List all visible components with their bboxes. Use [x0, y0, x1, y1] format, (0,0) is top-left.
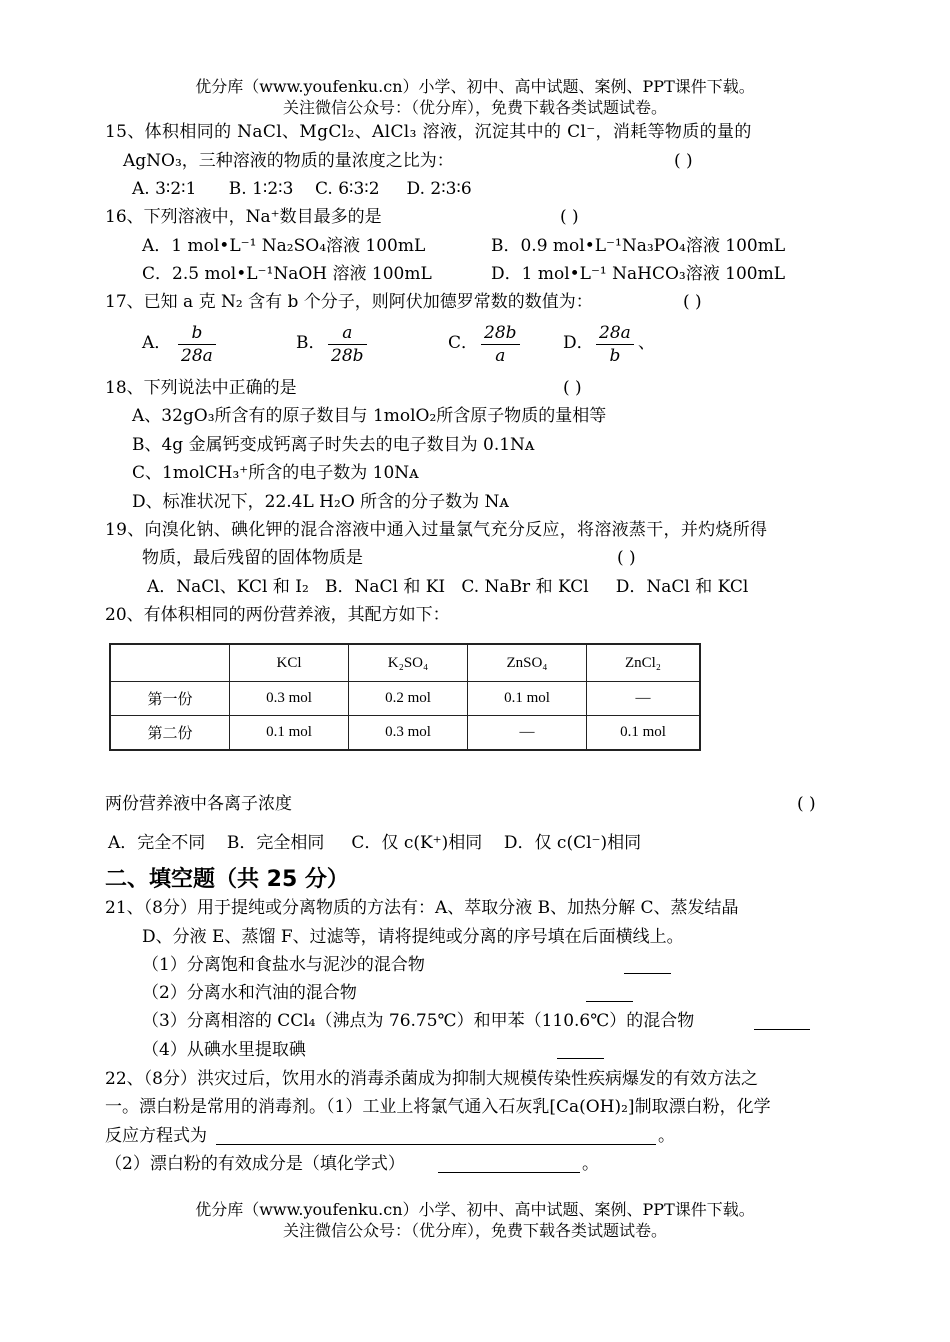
q20-answer-paren: ( ) [797, 794, 816, 814]
q17-d-numerator: 28a [596, 322, 634, 345]
q17-option-b-fraction [328, 322, 367, 367]
q21-subq-2: （2）分离水和汽油的混合物 [142, 983, 357, 1003]
table-cell: 0.3 mol [349, 716, 468, 751]
q17-b-denominator: 28b [331, 346, 364, 366]
q16-answer-paren: ( ) [560, 207, 579, 227]
q17-option-d-label: D． [563, 333, 594, 353]
q17-c-numerator: 28b [481, 322, 520, 345]
nutrient-table [109, 643, 701, 751]
q17-option-a-fraction [178, 322, 216, 367]
q17-option-a-label: A． [142, 333, 172, 353]
q18-option-d: D、标准状况下，22.4L H₂O 所含的分子数为 Nᴀ [132, 492, 510, 512]
table-header-cell: K₂SO₄ [349, 644, 468, 682]
table-cell: — [468, 716, 587, 751]
q16-option-b: B．0.9 mol•L⁻¹Na₃PO₄溶液 100mL [491, 236, 786, 256]
q18-stem: 18、下列说法中正确的是 [105, 378, 297, 398]
table-cell: 0.1 mol [587, 716, 701, 751]
table-cell: — [587, 682, 701, 716]
header-line-2: 关注微信公众号：（优分库），免费下载各类试题试卷。 [282, 98, 667, 117]
q17-a-numerator: b [178, 322, 216, 345]
q22-equation-blank[interactable] [216, 1144, 656, 1145]
q17-option-d-tail: 、 [638, 333, 655, 353]
table-cell: 0.1 mol [230, 716, 349, 751]
q16-option-a: A．1 mol•L⁻¹ Na₂SO₄溶液 100mL [142, 236, 426, 256]
q21-answer-blank-2[interactable] [586, 1001, 633, 1002]
q18-answer-paren: ( ) [563, 378, 582, 398]
q20-options: A．完全不同 B．完全相同 C．仅 c(K⁺)相同 D．仅 c(Cl⁻)相同 [108, 833, 642, 853]
section-title: 二、填空题（共 25 分） [105, 867, 349, 892]
table-row [110, 716, 700, 751]
q15-options: A. 3∶2∶1 B. 1∶2∶3 C. 6∶3∶2 D. 2∶3∶6 [132, 179, 472, 199]
q22-formula-blank[interactable] [438, 1172, 580, 1173]
q21-answer-blank-1[interactable] [624, 973, 671, 974]
q15-answer-paren: ( ) [674, 151, 693, 171]
q22-line-4-end: 。 [582, 1154, 599, 1174]
table-row [110, 682, 700, 716]
table-header-cell: KCl [230, 644, 349, 682]
q17-c-denominator: a [495, 346, 506, 366]
q19-answer-paren: ( ) [617, 548, 636, 568]
q17-answer-paren: ( ) [683, 292, 702, 312]
q22-line-2: 一。漂白粉是常用的消毒剂。（1）工业上将氯气通入石灰乳[Ca(OH)₂]制取漂白粉，化学 [105, 1097, 771, 1117]
table-header-cell [110, 644, 230, 682]
table-header-row [110, 644, 700, 682]
q21-answer-blank-3[interactable] [754, 1029, 810, 1030]
q18-option-c: C、1molCH₃⁺所含的电子数为 10Nᴀ [132, 463, 419, 483]
footer-line-1: 优分库（www.youfenku.cn）小学、初中、高中试题、案例、PPT课件下载。 [195, 1200, 755, 1219]
q16-option-d: D．1 mol•L⁻¹ NaHCO₃溶液 100mL [491, 264, 786, 284]
q21-subq-1: （1）分离饱和食盐水与泥沙的混合物 [142, 955, 425, 975]
footer-line-2: 关注微信公众号：（优分库），免费下载各类试题试卷。 [282, 1221, 667, 1240]
q18-option-a: A、32gO₃所含有的原子数目与 1molO₂所含原子物质的量相等 [132, 406, 607, 426]
q19-line-2: 物质，最后残留的固体物质是 [142, 548, 363, 568]
q17-option-c-fraction [481, 322, 520, 367]
q21-subq-4: （4）从碘水里提取碘 [142, 1040, 306, 1060]
q15-line-1: 15、体积相同的 NaCl、MgCl₂、AlCl₃ 溶液，沉淀其中的 Cl⁻，消耗等物质的量的 [105, 122, 752, 142]
q19-line-1: 19、向溴化钠、碘化钾的混合溶液中通入过量氯气充分反应，将溶液蒸干，并灼烧所得 [105, 520, 768, 540]
q17-option-b-label: B． [296, 333, 326, 353]
table-cell: 0.1 mol [468, 682, 587, 716]
q17-option-d-fraction [596, 322, 634, 367]
q22-line-3: 反应方程式为 [105, 1126, 207, 1146]
table-cell: 第二份 [110, 716, 230, 751]
q17-stem: 17、已知 a 克 N₂ 含有 b 个分子，则阿伏加德罗常数的数值为： [105, 292, 593, 312]
q22-line-4: （2）漂白粉的有效成分是（填化学式） [105, 1154, 405, 1174]
q20-stem: 20、有体积相同的两份营养液，其配方如下： [105, 605, 450, 625]
q22-line-1: 22、（8分）洪灾过后，饮用水的消毒杀菌成为抑制大规模传染性疾病爆发的有效方法之 [105, 1069, 758, 1089]
q17-a-denominator: 28a [181, 346, 213, 366]
header-line-1: 优分库（www.youfenku.cn）小学、初中、高中试题、案例、PPT课件下载。 [195, 77, 755, 96]
q16-option-c: C．2.5 mol•L⁻¹NaOH 溶液 100mL [142, 264, 432, 284]
q21-subq-3: （3）分离相溶的 CCl₄（沸点为 76.75℃）和甲苯（110.6℃）的混合物 [142, 1011, 695, 1031]
q17-d-denominator: b [609, 346, 621, 366]
q21-answer-blank-4[interactable] [557, 1058, 604, 1059]
q21-line-1: 21、（8分）用于提纯或分离物质的方法有：A、萃取分液 B、加热分解 C、蒸发结晶 [105, 898, 739, 918]
table-cell: 0.3 mol [230, 682, 349, 716]
q17-option-c-label: C． [448, 333, 479, 353]
table-cell: 0.2 mol [349, 682, 468, 716]
q18-option-b: B、4g 金属钙变成钙离子时失去的电子数目为 0.1Nᴀ [132, 435, 535, 455]
q17-b-numerator: a [328, 322, 367, 345]
table-header-cell: ZnSO₄ [468, 644, 587, 682]
q16-stem: 16、下列溶液中，Na⁺数目最多的是 [105, 207, 382, 227]
q15-line-2: AgNO₃，三种溶液的物质的量浓度之比为： [123, 151, 454, 171]
q20-question: 两份营养液中各离子浓度 [105, 794, 292, 814]
q19-options: A．NaCl、KCl 和 I₂ B．NaCl 和 KI C. NaBr 和 KCl D．NaCl 和 KCl [147, 577, 749, 597]
q21-line-2: D、分液 E、蒸馏 F、过滤等，请将提纯或分离的序号填在后面横线上。 [142, 927, 684, 947]
table-cell: 第一份 [110, 682, 230, 716]
table-header-cell: ZnCl₂ [587, 644, 701, 682]
q22-line-3-end: 。 [658, 1126, 675, 1146]
